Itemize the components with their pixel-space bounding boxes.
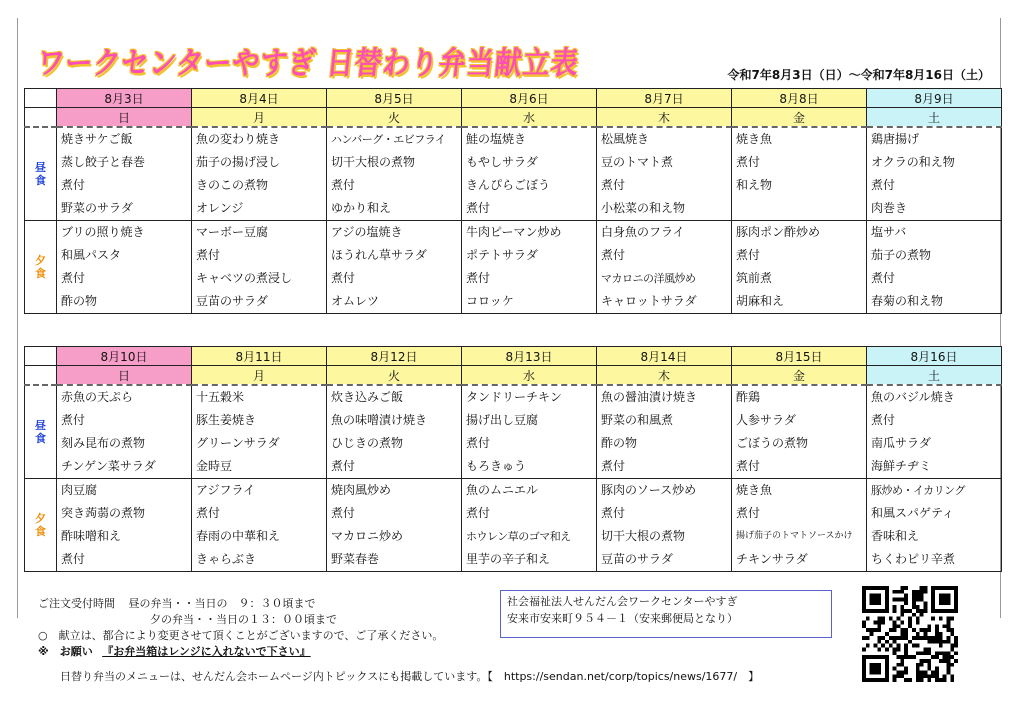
weekday-header: 金 [732,108,867,128]
dinner-label: 夕食 [35,511,46,538]
menu-item: 鶏唐揚げ [871,132,920,146]
menu-item: 煮付 [466,201,491,215]
weekday-header: 日 [57,366,192,386]
menu-item: 煮付 [331,271,356,285]
date-header: 8月11日 [192,347,327,366]
menu-item: 豚生姜焼き [196,413,257,427]
dinner-label-cell [25,479,57,572]
menu-item: 豚肉のソース炒め [601,483,697,497]
menu-cell [462,221,597,314]
qr-code-icon[interactable] [862,586,958,682]
menu-item: 煮付 [61,271,86,285]
lunch-row [25,385,1002,479]
menu-item: 揚げ出し豆腐 [466,413,539,427]
weekday-header: 木 [597,366,732,386]
menu-item: 煮付 [871,178,896,192]
menu-item: 切干大根の煮物 [601,529,686,543]
menu-item: 魚の醤油漬け焼き [601,390,698,404]
menu-item: 魚のムニエル [466,483,539,497]
menu-item: 南瓜サラダ [871,436,931,450]
weekday-header: 木 [597,108,732,128]
menu-item: 豚炒め・イカリング [871,484,965,497]
menu-item: 春雨の中華和え [196,529,281,543]
weekday-header: 日 [57,108,192,128]
weekday-header: 水 [462,108,597,128]
weekday-header: 土 [867,366,1002,386]
menu-item: グリーンサラダ [196,436,280,450]
menu-item: 煮付 [736,248,761,262]
menu-item: 煮付 [331,459,356,473]
menu-cell [597,127,732,221]
menu-item: 十五穀米 [196,390,245,404]
menu-item: ほうれん草サラダ [331,248,427,262]
menu-item: 豆のトマト煮 [601,155,674,169]
weekday-header: 火 [327,366,462,386]
menu-cell [597,221,732,314]
menu-item: 和え物 [736,178,773,192]
menu-item: ちくわピリ辛煮 [871,552,956,566]
organization-box [500,590,832,638]
menu-cell [57,127,192,221]
menu-item: 海鮮チヂミ [871,459,932,473]
menu-cell [867,221,1002,314]
menu-item: 煮付 [601,248,626,262]
menu-item: 炊き込みご飯 [331,390,404,404]
menu-item: 煮付 [736,506,761,520]
menu-item: 蒸し餃子と春巻 [61,155,146,169]
weekday-header: 金 [732,366,867,386]
date-header: 8月3日 [57,89,192,108]
menu-cell [462,479,597,572]
menu-cell [867,127,1002,221]
date-header: 8月13日 [462,347,597,366]
menu-item: 魚のバジル焼き [871,390,955,404]
menu-item: 肉豆腐 [61,483,98,497]
weekday-header: 水 [462,366,597,386]
menu-item: ごぼうの煮物 [736,436,809,450]
menu-item: 赤魚の天ぷら [61,390,134,404]
menu-item: 酢の物 [61,294,98,308]
left-border-line [17,18,18,618]
dinner-label-cell [25,221,57,314]
menu-item: 塩サバ [871,225,907,239]
menu-item: 松風焼き [601,132,650,146]
menu-cell [192,221,327,314]
lunch-label-cell [25,127,57,221]
menu-item: 魚の味噌漬け焼き [331,413,428,427]
menu-cell [57,221,192,314]
menu-item: 酢の物 [601,436,638,450]
menu-cell [597,479,732,572]
dinner-row [25,479,1002,572]
dinner-label: 夕食 [35,253,46,280]
menu-item: キャロットサラダ [601,294,697,308]
menu-item: 金時豆 [196,459,233,473]
order-time-label: ご注文受付時間 [38,597,115,610]
menu-item: 和風パスタ [61,248,122,262]
date-range: 令和7年8月3日（日）～令和7年8月16日（土） [727,68,990,82]
request-text: 『お弁当箱はレンジに入れないで下さい』 [102,645,311,658]
date-header: 8月7日 [597,89,732,108]
menu-item: もやしサラダ [466,155,538,169]
menu-cell [57,479,192,572]
date-header: 8月14日 [597,347,732,366]
notes-section [38,596,443,660]
menu-item: 豚肉ポン酢炒め [736,225,821,239]
date-header: 8月4日 [192,89,327,108]
dinner-order-row [38,612,443,628]
menu-item: 煮付 [601,178,626,192]
menu-item: 牛肉ピーマン炒め [466,225,562,239]
menu-item: 煮付 [736,459,761,473]
menu-item: 煮付 [61,552,86,566]
menu-item: タンドリーチキン [466,390,562,404]
menu-cell [732,221,867,314]
menu-item: オムレツ [331,294,380,308]
date-header: 8月9日 [867,89,1002,108]
corner-cell [25,108,57,128]
menu-item: 煮付 [466,271,491,285]
menu-item: 酢味噌和え [61,529,122,543]
menu-item: 鮭の塩焼き [466,132,527,146]
menu-item: ブリの照り焼き [61,225,145,239]
weekday-header: 月 [192,366,327,386]
menu-item: 刻み昆布の煮物 [61,436,146,450]
menu-item: 煮付 [196,506,221,520]
menu-item: オクラの和え物 [871,155,955,169]
organization-address: 安来市安来町９５４－１（安来郵便局となり） [507,612,738,625]
menu-item: 煮付 [196,248,221,262]
date-header: 8月5日 [327,89,462,108]
menu-item: 野菜のサラダ [61,201,133,215]
lunch-order-time: 昼の弁当・・当日の ９：３０頃まで [128,597,316,610]
lunch-label-cell [25,385,57,479]
order-time-row [38,596,443,612]
menu-item: 突き蒟蒻の煮物 [61,506,146,520]
menu-cell [732,479,867,572]
menu-item: アジの塩焼き [331,225,403,239]
menu-item: 野菜春巻 [331,552,380,566]
corner-cell [25,366,57,386]
change-notice: ○ 献立は、都合により変更させて頂くことがございますので、ご了承ください。 [38,629,444,642]
menu-item: 煮付 [331,506,356,520]
menu-item: ハンバーグ・エビフライ [331,133,446,146]
menu-item: 小松菜の和え物 [601,201,686,215]
menu-item: 春菊の和え物 [871,294,944,308]
date-header: 8月6日 [462,89,597,108]
menu-item: 煮付 [871,413,896,427]
menu-item: 里芋の辛子和え [466,552,551,566]
menu-cell [867,479,1002,572]
menu-item: きゃらぶき [196,552,257,566]
menu-item: 肉巻き [871,201,908,215]
menu-item: マカロニ炒め [331,529,404,543]
menu-item: 焼肉風炒め [331,483,392,497]
menu-cell [732,127,867,221]
menu-item: 豆苗のサラダ [196,294,268,308]
menu-cell [327,127,462,221]
page-title: ワークセンターやすぎ 日替わり弁当献立表 [35,46,581,82]
menu-table-week-2 [24,346,1002,572]
menu-item: 煮付 [61,178,86,192]
date-header: 8月12日 [327,347,462,366]
menu-cell [57,385,192,479]
weekday-header: 火 [327,108,462,128]
menu-item: マーボー豆腐 [196,225,269,239]
menu-item: 煮付 [466,436,491,450]
lunch-label: 昼食 [35,160,46,187]
menu-item: コロッケ [466,294,514,308]
weekday-header: 土 [867,108,1002,128]
menu-item: きんぴらごぼう [466,178,551,192]
menu-item: 白身魚のフライ [601,225,685,239]
menu-item: ホウレン草のゴマ和え [466,530,571,543]
menu-item: 焼きサケご飯 [61,132,133,146]
menu-item: ゆかり和え [331,201,392,215]
web-notice: 日替り弁当のメニューは、せんだん会ホームページ内トピックスにも掲載しています。【 https://sendan.net/corp/topics/news/1677/ 】 [60,670,760,683]
date-header: 8月16日 [867,347,1002,366]
menu-item: 豆苗のサラダ [601,552,673,566]
menu-item: 筑前煮 [736,271,773,285]
menu-item: 胡麻和え [736,294,785,308]
menu-item [732,197,866,220]
menu-item: マカロニの洋風炒め [601,272,696,285]
menu-item: 切干大根の煮物 [331,155,416,169]
date-header: 8月10日 [57,347,192,366]
menu-item: チキンサラダ [736,552,808,566]
menu-item: ひじきの煮物 [331,436,404,450]
menu-table-week-1 [24,88,1002,314]
date-header: 8月15日 [732,347,867,366]
organization-name: 社会福祉法人せんだん会ワークセンターやすぎ [507,595,738,608]
menu-item: チンゲン菜サラダ [61,459,156,473]
menu-item: もろきゅう [466,459,527,473]
menu-cell [192,127,327,221]
menu-item: 揚げ茄子のトマトソースかけ [736,531,853,541]
menu-item: 茄子の煮物 [871,248,932,262]
menu-cell [732,385,867,479]
lunch-row [25,127,1002,221]
menu-cell [327,221,462,314]
weekday-header: 月 [192,108,327,128]
menu-item: 人参サラダ [736,413,796,427]
menu-cell [192,385,327,479]
corner-cell [25,89,57,108]
menu-item: 野菜の和風煮 [601,413,674,427]
dinner-order-time: 夕の弁当・・当日の１３：００頃まで [150,613,337,626]
menu-cell [327,385,462,479]
menu-cell [327,479,462,572]
menu-item: アジフライ [196,483,256,497]
menu-item: 煮付 [601,506,626,520]
menu-item: 煮付 [601,459,626,473]
lunch-label: 昼食 [35,418,46,445]
menu-item: 煮付 [331,178,356,192]
menu-cell [462,127,597,221]
menu-item: 茄子の揚げ浸し [196,155,281,169]
menu-cell [192,479,327,572]
menu-cell [462,385,597,479]
menu-cell [597,385,732,479]
menu-item: 焼き魚 [736,483,773,497]
menu-item: 酢鶏 [736,390,761,404]
menu-item: 煮付 [61,413,86,427]
menu-item: 魚の変わり焼き [196,132,281,146]
corner-cell [25,347,57,366]
date-header: 8月8日 [732,89,867,108]
menu-item: きのこの煮物 [196,178,269,192]
menu-item: 焼き魚 [736,132,773,146]
dinner-row [25,221,1002,314]
menu-item: 香味和え [871,529,920,543]
menu-item: 煮付 [871,271,896,285]
menu-item: 煮付 [466,506,491,520]
request-row [38,644,443,660]
menu-item: キャベツの煮浸し [196,271,293,285]
menu-item: 煮付 [736,155,761,169]
menu-item: 和風スパゲティ [871,506,955,520]
request-prefix: ※ お願い [38,645,93,658]
menu-item: ポテトサラダ [466,248,538,262]
menu-cell [867,385,1002,479]
menu-item: オレンジ [196,201,244,215]
